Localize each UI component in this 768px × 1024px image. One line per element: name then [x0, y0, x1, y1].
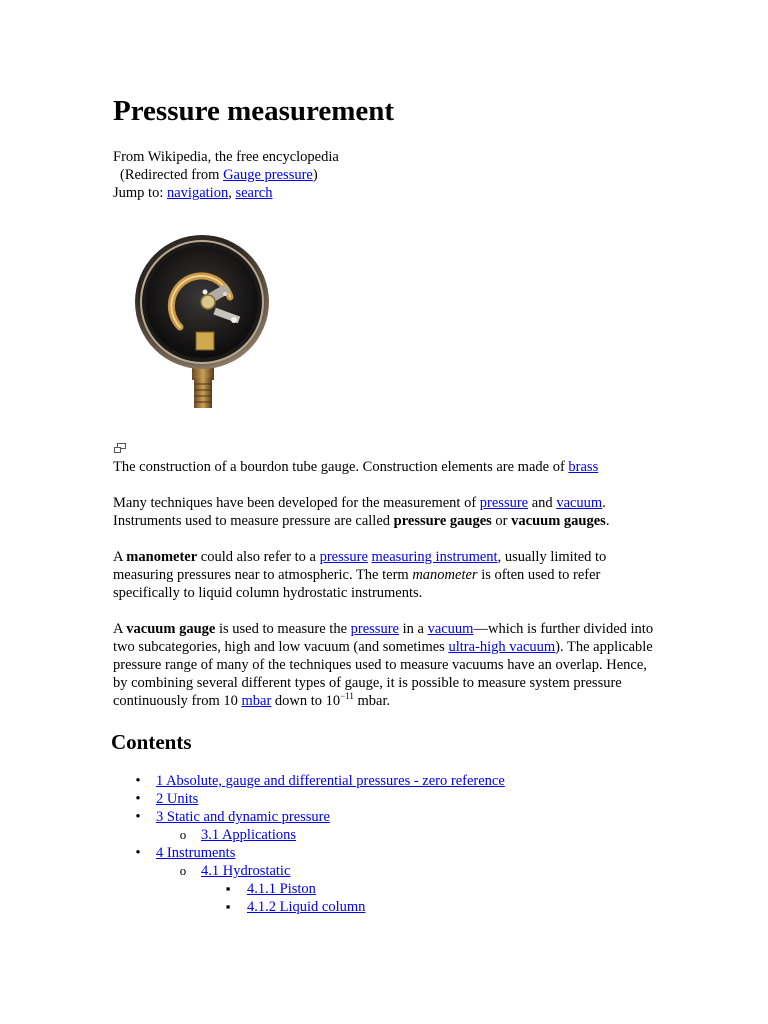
circle-bullet-icon	[178, 862, 188, 880]
text: Many techniques have been developed for the measurement of	[113, 495, 480, 511]
toc-item	[113, 826, 505, 844]
vacuum-link[interactable]: vacuum	[427, 621, 474, 637]
caption-text: The construction of a bourdon tube gauge. Construction elements are made of	[113, 459, 569, 475]
text: down to 10	[271, 693, 341, 709]
toc-link[interactable]: 2 Units	[156, 791, 199, 807]
contents-heading: Contents	[111, 730, 192, 754]
bold-term: pressure gauges	[393, 513, 492, 529]
bullet-icon	[133, 790, 143, 808]
text: and	[528, 495, 557, 511]
bold-term: vacuum gauges	[511, 513, 606, 529]
text: , usually limited to measuring pressures near to atmospheric. The term	[113, 549, 607, 583]
toc-item	[113, 862, 505, 880]
toc-link[interactable]: 3.1 Applications	[201, 827, 297, 843]
toc-link[interactable]: 4.1.2 Liquid column	[247, 899, 366, 915]
brass-link[interactable]: brass	[568, 459, 599, 475]
toc-link[interactable]: 4 Instruments	[156, 845, 236, 861]
toc-item	[113, 898, 505, 916]
text: is used to measure the	[215, 621, 351, 637]
bold-term: manometer	[126, 549, 198, 565]
jump-separator: ,	[228, 185, 236, 201]
bourdon-gauge-photo	[130, 232, 275, 414]
paragraph-vacuum-gauge	[113, 620, 658, 710]
jump-prefix: Jump to:	[113, 185, 167, 201]
jump-navigation-link[interactable]: navigation	[166, 185, 229, 201]
text: in a	[398, 621, 428, 637]
redirect-prefix: (Redirected from	[120, 167, 224, 183]
bullet-icon	[133, 808, 143, 826]
mbar-link[interactable]: mbar	[241, 693, 272, 709]
square-bullet-icon	[223, 898, 233, 916]
square-bullet-icon	[223, 880, 233, 898]
toc-link[interactable]: 1 Absolute, gauge and differential pressures - zero reference	[156, 773, 505, 789]
redirect-suffix: )	[312, 167, 318, 183]
text: A	[113, 549, 127, 565]
text: could also refer to a	[197, 549, 320, 565]
text: .	[605, 513, 610, 529]
exponent: −11	[340, 691, 354, 701]
text: . Instruments used to measure pressure are called	[113, 495, 606, 529]
ultra-high-vacuum-link[interactable]: ultra-high vacuum	[448, 639, 556, 655]
text: ). The applicable pressure range of many of the techniques used to measure vacuums have an overlap. Hence, by combining several different types of gauge, it is possible to measure system pressure continuously from 10	[113, 639, 653, 709]
toc-item	[113, 772, 505, 790]
toc-link[interactable]: 3 Static and dynamic pressure	[156, 809, 330, 825]
jump-search-link[interactable]: search	[235, 185, 273, 201]
site-sub: From Wikipedia, the free encyclopedia	[113, 149, 339, 165]
pressure-link[interactable]: pressure	[479, 495, 529, 511]
bullet-icon	[133, 844, 143, 862]
table-of-contents	[113, 772, 505, 916]
bold-term: vacuum gauge	[126, 621, 216, 637]
toc-item	[113, 808, 505, 826]
pressure-link[interactable]: pressure	[319, 549, 368, 565]
paragraph-intro	[113, 494, 658, 530]
redirect-notice	[113, 166, 339, 184]
text: is often used to refer specifically to liquid column hydrostatic instruments.	[113, 567, 601, 601]
jump-links	[113, 184, 339, 202]
toc-item	[113, 844, 505, 862]
article-meta	[113, 148, 339, 202]
vacuum-link[interactable]: vacuum	[556, 495, 603, 511]
text: mbar.	[353, 693, 391, 709]
circle-bullet-icon	[178, 826, 188, 844]
italic-term: manometer	[412, 567, 478, 583]
measuring-instrument-link[interactable]: measuring instrument	[371, 549, 498, 565]
enlarge-icon[interactable]	[114, 440, 126, 450]
page-title: Pressure measurement	[113, 95, 395, 127]
toc-link[interactable]: 4.1 Hydrostatic	[201, 863, 291, 879]
toc-item	[113, 880, 505, 898]
bullet-icon	[133, 772, 143, 790]
text: or	[491, 513, 512, 529]
bourdon-gauge-image[interactable]	[130, 232, 275, 414]
image-caption	[113, 458, 598, 476]
text: —which is further divided into two subcategories, high and low vacuum (and sometimes	[113, 621, 654, 655]
toc-link[interactable]: 4.1.1 Piston	[247, 881, 316, 897]
toc-item	[113, 790, 505, 808]
paragraph-manometer	[113, 548, 658, 602]
gauge-pressure-link[interactable]: Gauge pressure	[223, 167, 313, 183]
pressure-link[interactable]: pressure	[350, 621, 399, 637]
text: A	[113, 621, 127, 637]
